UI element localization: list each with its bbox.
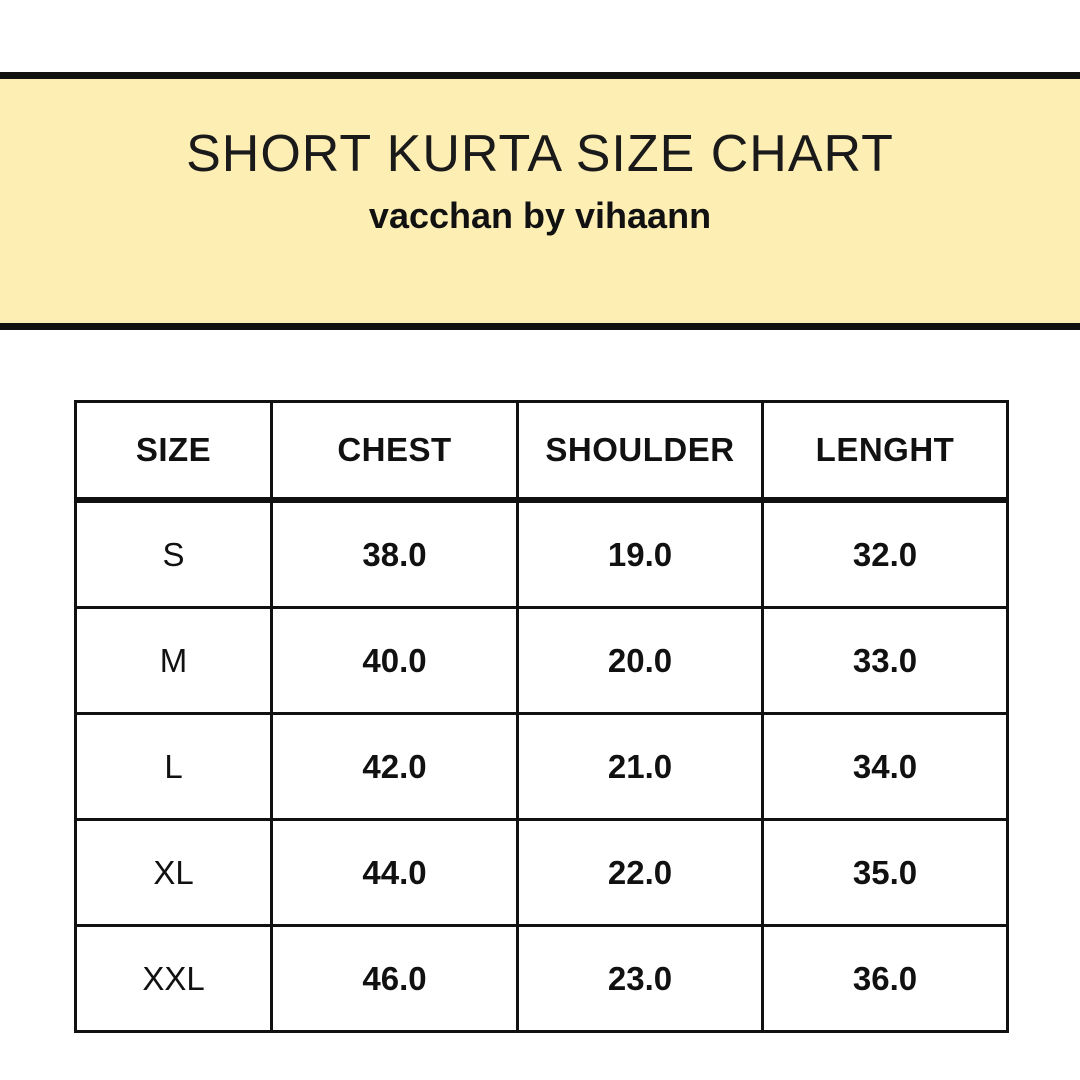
cell-lenght: 35.0: [763, 820, 1008, 926]
cell-size: S: [76, 500, 272, 608]
cell-lenght: 33.0: [763, 608, 1008, 714]
table-row: [76, 926, 1008, 1032]
cell-shoulder: 20.0: [518, 608, 763, 714]
cell-shoulder: 22.0: [518, 820, 763, 926]
table-row: [76, 714, 1008, 820]
size-table: [74, 400, 1009, 1033]
size-table-container: [74, 400, 1006, 1033]
table-row: [76, 820, 1008, 926]
table-row: [76, 500, 1008, 608]
cell-chest: 42.0: [272, 714, 518, 820]
cell-shoulder: 19.0: [518, 500, 763, 608]
cell-chest: 44.0: [272, 820, 518, 926]
column-header-lenght: LENGHT: [763, 402, 1008, 501]
table-row: [76, 608, 1008, 714]
cell-chest: 46.0: [272, 926, 518, 1032]
column-header-chest: CHEST: [272, 402, 518, 501]
cell-chest: 38.0: [272, 500, 518, 608]
cell-lenght: 34.0: [763, 714, 1008, 820]
cell-size: L: [76, 714, 272, 820]
cell-size: XXL: [76, 926, 272, 1032]
table-header-row: [76, 402, 1008, 501]
column-header-size: SIZE: [76, 402, 272, 501]
cell-lenght: 36.0: [763, 926, 1008, 1032]
page-title: SHORT KURTA SIZE CHART: [186, 125, 894, 183]
column-header-shoulder: SHOULDER: [518, 402, 763, 501]
cell-lenght: 32.0: [763, 500, 1008, 608]
cell-size: XL: [76, 820, 272, 926]
cell-chest: 40.0: [272, 608, 518, 714]
header-banner: [0, 72, 1080, 330]
cell-shoulder: 21.0: [518, 714, 763, 820]
cell-size: M: [76, 608, 272, 714]
cell-shoulder: 23.0: [518, 926, 763, 1032]
brand-name: vacchan by vihaann: [368, 194, 712, 236]
